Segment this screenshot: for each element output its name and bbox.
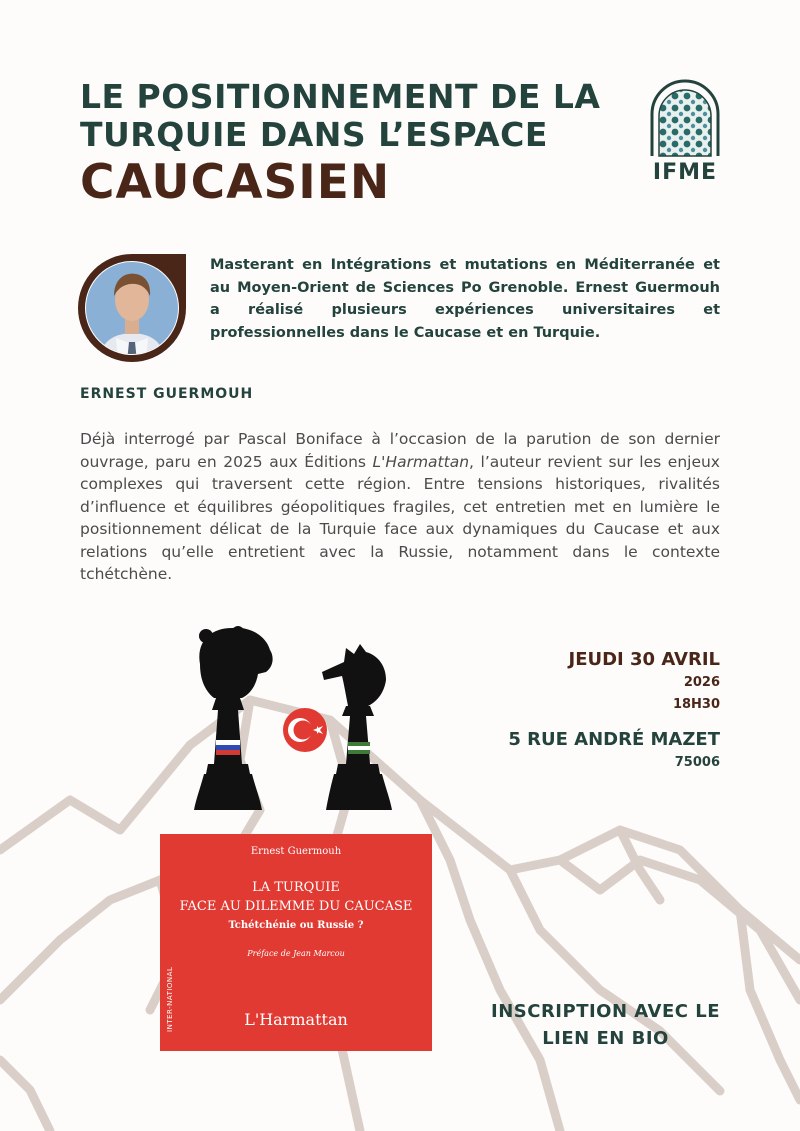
event-address: 5 RUE ANDRÉ MAZET [508, 729, 720, 750]
event-postcode: 75006 [674, 755, 720, 770]
speaker-portrait [78, 254, 186, 362]
event-date: JEUDI 30 AVRIL [568, 649, 720, 670]
wolf-chess-piece-icon [322, 644, 392, 810]
description-before: Déjà interrogé par Pascal Boniface à l’occasion de la parution de son dernier ouvrage, paru en 2025 aux Éditions [80, 430, 720, 471]
ifme-logo [645, 78, 725, 188]
description-publisher: L'Harmattan [372, 452, 470, 471]
book-publisher: L'Harmattan [244, 1010, 348, 1029]
cta-line-1: INSCRIPTION AVEC LE [491, 1001, 720, 1022]
book-preface: Préface de Jean Marcou [247, 949, 345, 958]
turkish-flag-icon [283, 708, 327, 752]
registration-cta [491, 998, 720, 1052]
event-description [80, 428, 720, 586]
chess-illustration [160, 614, 432, 836]
description-after: , l’auteur revient sur les enjeux complexes qui traversent cette région. Entre tensions historiques, rivalités d’influence et équilibres géopolitiques fragiles, cet entretien met en lumière le positionnement délicat de la Turquie face aux dynamiques du Caucase et aux relations qu’elle entretient avec la Russie, notamment dans le contexte tchétchène. [80, 452, 720, 583]
event-details [508, 648, 720, 774]
event-year: 2026 [683, 675, 720, 690]
cta-line-2: LIEN EN BIO [542, 1028, 669, 1049]
bear-chess-piece-icon [194, 626, 273, 810]
event-time: 18H30 [672, 697, 720, 712]
page-title [80, 78, 600, 212]
ifme-emblem-icon [645, 78, 725, 158]
title-line-2: TURQUIE DANS L’ESPACE [80, 115, 548, 154]
speaker-name: ERNEST GUERMOUH [80, 386, 254, 402]
title-line-3: CAUCASIEN [80, 155, 391, 210]
book-title-line-2: FACE AU DILEMME DU CAUCASE [179, 899, 413, 914]
book-author: Ernest Guermouh [250, 846, 342, 857]
book-subtitle: Tchétchénie ou Russie ? [228, 920, 364, 931]
logo-text: IFME [652, 160, 718, 185]
speaker-bio: Masterant en Intégrations et mutations en Méditerranée et au Moyen-Orient de Sciences Po Grenoble. Ernest Guermouh a réalisé plusieurs expériences universitaires et professionnelles dans le Caucase et en Turquie. [210, 257, 720, 341]
book-collection: INTER-NATIONAL [166, 966, 174, 1032]
title-line-1: LE POSITIONNEMENT DE LA [80, 77, 601, 116]
book-cover [160, 834, 432, 1051]
book-title-line-1: LA TURQUIE [252, 880, 340, 895]
